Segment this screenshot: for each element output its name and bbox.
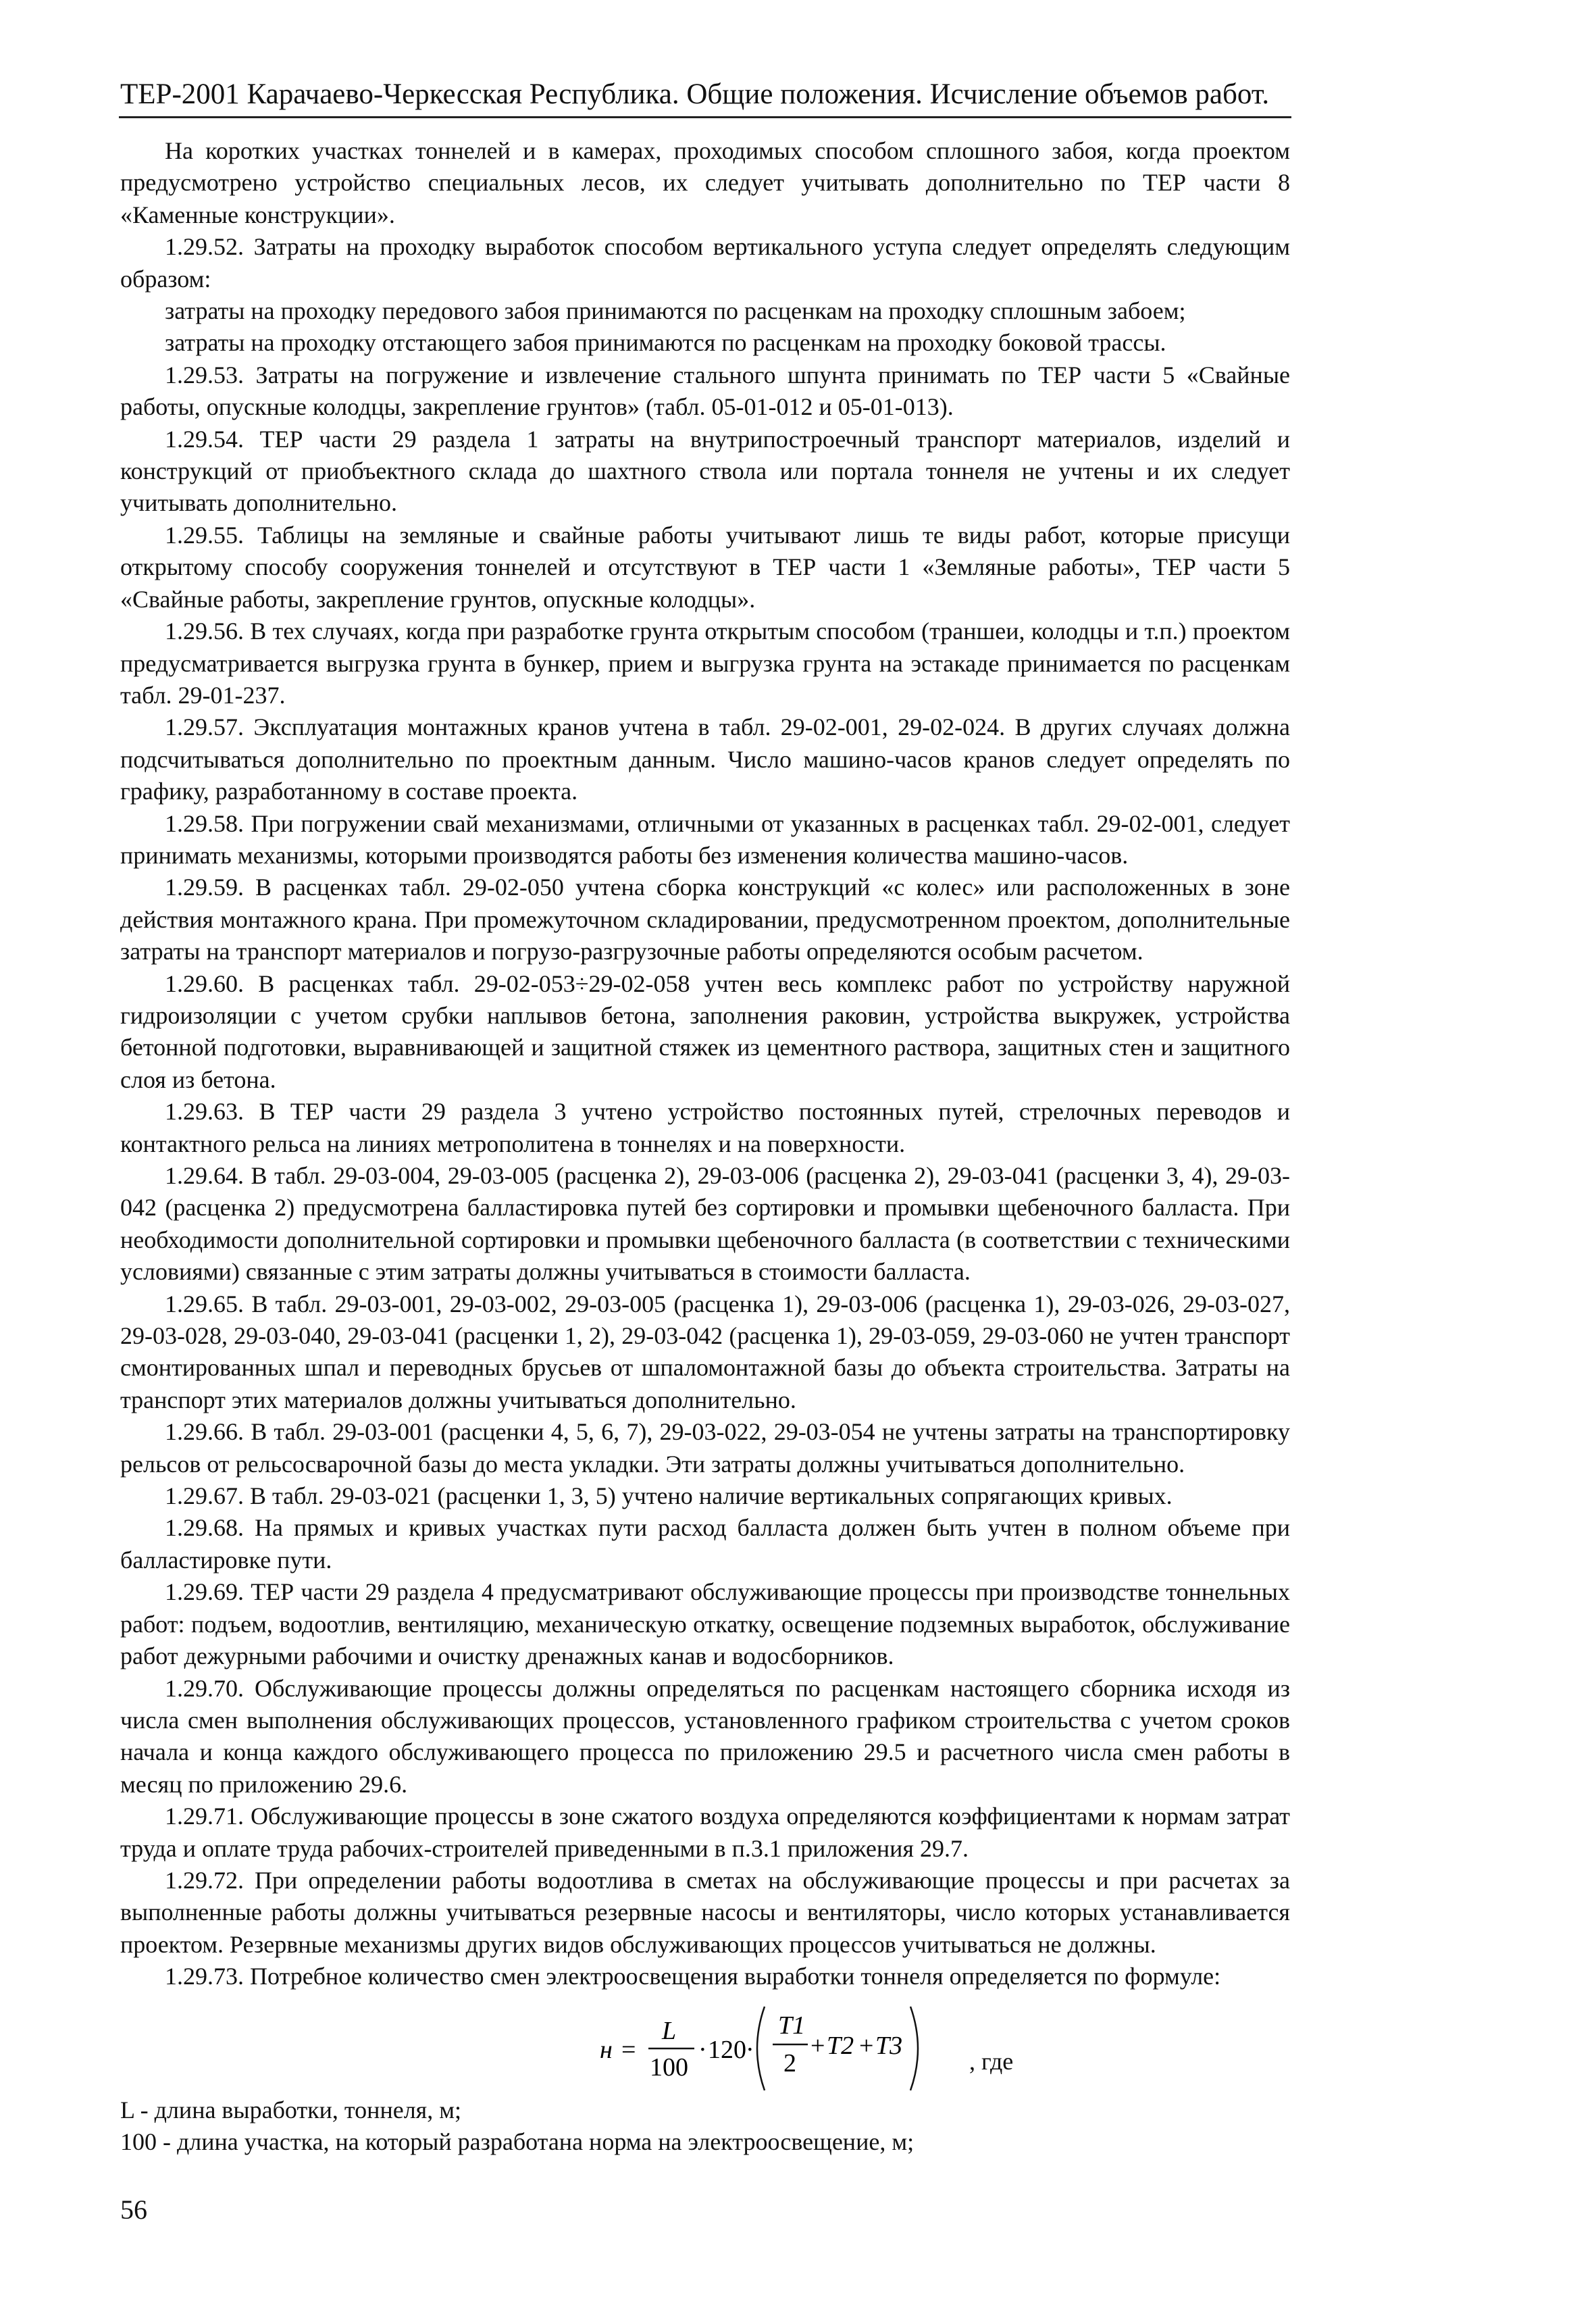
paragraph: 1.29.58. При погружении свай механизмами, отличными от указанных в расценках табл. 29-02-001, следует принимать механизмы, которыми производятся работы без изменения количества машино-часов. <box>120 809 1290 869</box>
paren-close-shape <box>910 2007 918 2090</box>
paragraph: 1.29.68. На прямых и кривых участках пути расход балласта должен быть учтен в полном объеме при балластировке пути. <box>120 1514 1290 1574</box>
paragraph: 1.29.72. При определении работы водоотлива в сметах на обслуживающие процессы и при расчетах за выполненные работы должны учитываться резервные насосы и вентиляторы, число которых устанавливается проектом. Резервные механизмы других видов обслуживающих процессов учитываться не должны. <box>120 1866 1290 1958</box>
definition: L - длина выработки, тоннеля, м; <box>120 2096 462 2123</box>
paragraph: 1.29.71. Обслуживающие процессы в зоне сжатого воздуха определяются коэффициентами к нормам затрат труда и оплате труда рабочих-строителей приведенными в п.3.1 приложения 29.7. <box>120 1803 1290 1862</box>
page-number: 56 <box>120 2194 147 2225</box>
paragraph: 1.29.66. В табл. 29-03-001 (расценки 4, 5, 6, 7), 29-03-022, 29-03-054 не учтены затраты на транспортировку рельсов от рельсосварочной базы до места укладки. Эти затраты должны учитываться дополнительно. <box>120 1418 1290 1478</box>
formula-denominator: 100 <box>650 2053 688 2082</box>
header-rule <box>119 116 1291 118</box>
paragraph: 1.29.67. В табл. 29-03-021 (расценки 1, 3, 5) учтено наличие вертикальных сопрягающих кривых. <box>165 1482 1173 1510</box>
formula-dot: · <box>698 2035 707 2064</box>
paragraph: 1.29.73. Потребное количество смен электроосвещения выработки тоннеля определяется по формуле: <box>165 1963 1221 1990</box>
paragraph: 1.29.63. В ТЕР части 29 раздела 3 учтено устройство постоянных путей, стрелочных переводов и контактного рельса на линиях метрополитена в тоннелях и на поверхности. <box>120 1098 1290 1157</box>
formula-graphic <box>593 1993 958 2094</box>
running-header: ТЕР-2001 Карачаево-Черкесская Республика. Общие положения. Исчисление объемов работ. <box>120 78 1270 110</box>
paragraph: 1.29.54. ТЕР части 29 раздела 1 затраты на внутрипостроечный транспорт материалов, изделий и конструкций от приобъектного склада до шахтного ствола или портала тоннеля не учтены и их следует учитывать дополнительно. <box>120 425 1290 517</box>
paragraph: 1.29.59. В расценках табл. 29-02-050 учтена сборка конструкций «с колес» или расположенных в зоне действия монтажного крана. При промежуточном складировании, предусмотренном проектом, дополнительные затраты на транспорт материалов и погрузо-разгрузочные работы определяются особым расчетом. <box>120 874 1290 965</box>
formula-plus: + <box>859 2031 874 2060</box>
formula-inner-numerator: T1 <box>778 2011 806 2040</box>
body-text <box>120 135 1290 2158</box>
paragraph: 1.29.69. ТЕР части 29 раздела 4 предусматривают обслуживающие процессы при производстве тоннельных работ: подъем, водоотлив, вентиляцию, механическую откатку, освещение подземных выработок, обслуживание работ дежурными рабочими и очистку дренажных канав и водосборников. <box>120 1578 1290 1670</box>
formula-term3: T3 <box>875 2031 903 2060</box>
formula-suffix: , где <box>969 2047 1014 2075</box>
formula <box>120 1993 1290 2094</box>
formula-plus: + <box>810 2031 825 2060</box>
formula-factor: 120 <box>708 2035 746 2064</box>
paragraph: 1.29.57. Эксплуатация монтажных кранов учтена в табл. 29-02-001, 29-02-024. В других случаях должна подсчитываться дополнительно по проектным данным. Число машино-часов кранов следует определять по графику, разработанному в составе проекта. <box>120 713 1290 805</box>
formula-equals: = <box>621 2035 636 2064</box>
formula-numerator: L <box>662 2016 677 2045</box>
paragraph: 1.29.52. Затраты на проходку выработок способом вертикального уступа следует определять следующим образом: <box>120 233 1290 293</box>
definition: 100 - длина участка, на который разработана норма на электроосвещение, м; <box>120 2128 915 2155</box>
formula-inner-denominator: 2 <box>783 2048 796 2078</box>
paragraph: 1.29.64. В табл. 29-03-004, 29-03-005 (расценка 2), 29-03-006 (расценка 2), 29-03-041 (расценки 3, 4), 29-03-042 (расценка 2) предусмотрена балластировка путей без сортировки и промывки щебеночного балласта. При необходимости дополнительной сортировки и промывки щебеночного балласта (в соответствии с техническими условиями) связанные с этим затраты должны учитываться в стоимости балласта. <box>120 1162 1290 1286</box>
paragraph: 1.29.55. Таблицы на земляные и свайные работы учитывают лишь те виды работ, которые присущи открытому способу сооружения тоннелей и отсутствуют в ТЕР части 1 «Земляные работы», ТЕР части 5 «Свайные работы, закрепление грунтов, опускные колодцы». <box>120 521 1290 613</box>
paragraph: 1.29.70. Обслуживающие процессы должны определяться по расценкам настоящего сборника исходя из числа смен выполнения обслуживающих процессов, установленного графиком строительства с учетом сроков начала и конца каждого обслуживающего процесса по приложению 29.5 и расчетного числа смен работы в месяц по приложению 29.6. <box>120 1674 1290 1798</box>
paragraph: На коротких участках тоннелей и в камерах, проходимых способом сплошного забоя, когда проектом предусмотрено устройство специальных лесов, их следует учитывать дополнительно по ТЕР части 8 «Каменные конструкции». <box>120 137 1290 228</box>
paren-open-shape <box>757 2007 765 2090</box>
paragraph: 1.29.53. Затраты на погружение и извлечение стального шпунта принимать по ТЕР части 5 «Свайные работы, опускные колодцы, закрепление грунтов» (табл. 05-01-012 и 05-01-013). <box>120 361 1290 421</box>
paragraph: 1.29.60. В расценках табл. 29-02-053÷29-02-058 учтен весь комплекс работ по устройству наружной гидроизоляции с учетом срубки наплывов бетона, заполнения раковин, устройства выкружек, устройства бетонной подготовки, выравнивающей и защитной стяжек из цементного раствора, защитных стен и защитного слоя из бетона. <box>120 970 1290 1093</box>
paragraph: затраты на проходку отстающего забоя принимаются по расценкам на проходку боковой трассы. <box>165 329 1166 357</box>
paragraph: 1.29.65. В табл. 29-03-001, 29-03-002, 29-03-005 (расценка 1), 29-03-006 (расценка 1), 29-03-026, 29-03-027, 29-03-028, 29-03-040, 29-03-041 (расценки 1, 2), 29-03-042 (расценка 1), 29-03-059, 29-03-060 не учтен транспорт смонтированных шпал и переводных брусьев от шпаломонтажной базы до объекта строительства. Затраты на транспорт этих материалов должны учитываться дополнительно. <box>120 1290 1290 1413</box>
formula-term2: T2 <box>827 2031 854 2060</box>
paragraph: затраты на проходку передового забоя принимаются по расценкам на проходку сплошным забоем; <box>165 297 1186 325</box>
formula-dot: · <box>746 2035 754 2064</box>
paragraph: 1.29.56. В тех случаях, когда при разработке грунта открытым способом (траншеи, колодцы и т.п.) проектом предусматривается выгрузка грунта в бункер, прием и выгрузка грунта на эстакаде принимается по расценкам табл. 29-01-237. <box>120 618 1290 709</box>
formula-lhs: н <box>600 2035 613 2064</box>
